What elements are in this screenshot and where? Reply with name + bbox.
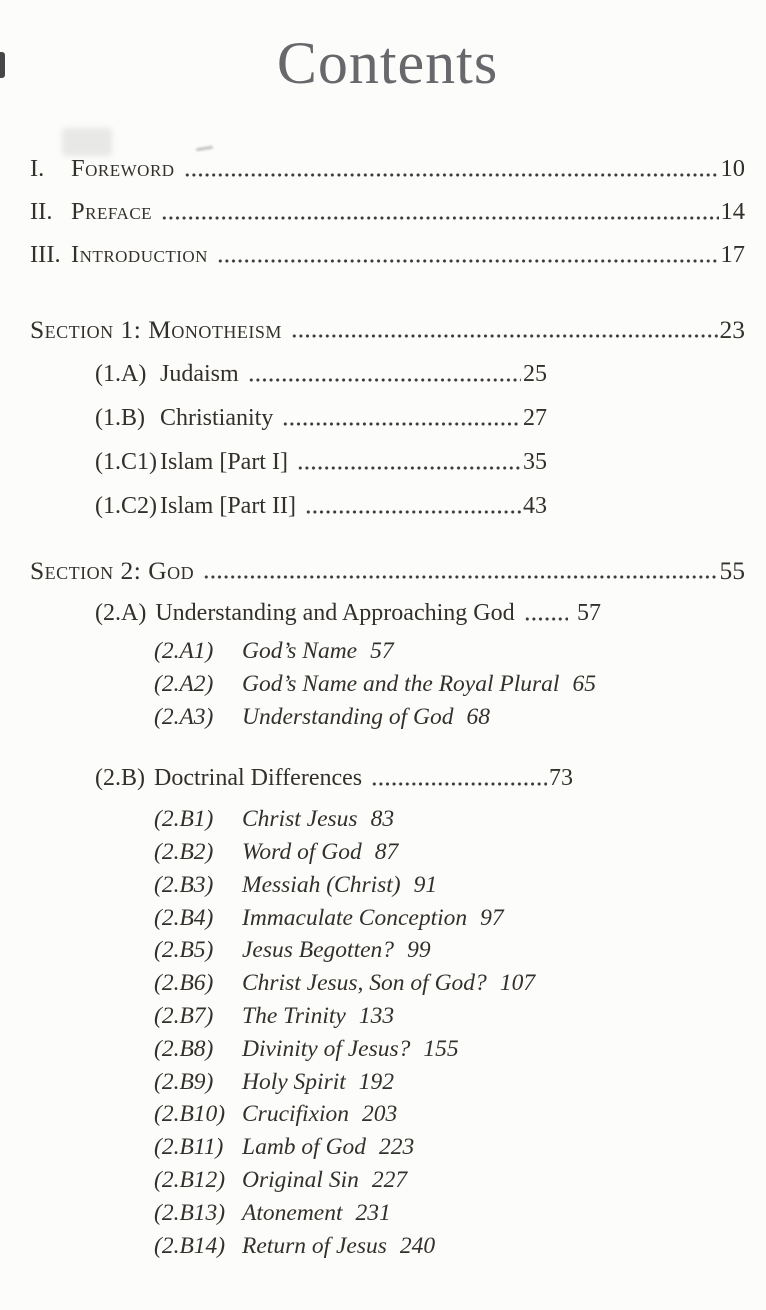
entry-marker: (2.B1) [154,806,214,833]
entry-marker: (2.B) [95,765,145,791]
dot-leader [371,782,547,786]
section-label: Section 2: God [30,555,195,585]
entry-label: Foreword [71,154,175,182]
entry-marker: (1.B) [95,405,145,431]
toc-row-messiah [154,865,745,898]
toc-row-islam-1 [95,430,547,474]
dot-leader [248,378,521,382]
roman-numeral: I. [30,154,45,182]
toc-row-understanding-of-god [154,696,745,729]
toc-row-introduction [30,224,745,267]
page-number: 35 [523,449,547,475]
toc-row-return-of-jesus [154,1225,745,1258]
entry-label: Christ Jesus, Son of God? [242,970,487,997]
dot-leader [184,173,719,177]
entry-label: Crucifixion [242,1101,350,1128]
dot-leader [524,617,568,621]
entry-label: God’s Name [242,637,358,664]
entry-marker: (2.B12) [154,1167,226,1194]
entry-marker: (2.B10) [154,1101,226,1128]
page-number: 83 [370,806,395,833]
toc-row-foreword [30,138,745,181]
entry-label: Holy Spirit [242,1068,346,1095]
page-number: 43 [523,493,547,519]
toc-row-son-of-god [154,963,745,996]
toc-row-preface [30,181,745,224]
page-number: 133 [358,1003,395,1030]
entry-label: Judaism [160,361,239,387]
entry-label: Atonement [242,1199,343,1226]
entry-label: God’s Name and the Royal Plural [242,670,560,697]
entry-marker: (1.C2) [95,493,157,519]
toc-row-immaculate-conception [154,897,745,930]
page-number: 99 [407,937,431,964]
entry-label: Original Sin [242,1167,359,1194]
page-number: 155 [423,1035,459,1062]
page-number: 97 [480,904,504,931]
toc-row-gods-name [154,630,745,663]
entry-marker: (2.B5) [154,937,214,964]
entry-marker: (1.A) [95,361,147,387]
subsection-2b-items [30,799,745,1258]
page-number: 65 [572,670,596,697]
entry-marker: (2.B11) [154,1134,224,1161]
page-number: 55 [719,555,745,585]
dot-leader [305,510,521,514]
toc-row-original-sin [154,1160,745,1193]
entry-marker: (2.A) [95,600,147,626]
dot-leader [282,422,521,426]
page-number: 68 [466,703,490,730]
entry-marker: (2.B13) [154,1199,226,1226]
toc-row-trinity [154,996,745,1029]
entry-label: Immaculate Conception [242,904,468,931]
dot-leader [217,259,719,263]
entry-label: Lamb of God [242,1134,367,1161]
subsection-2a-items [30,630,745,729]
toc-row-jesus-begotten [154,930,745,963]
page-number: 27 [523,405,547,431]
page-number: 25 [523,361,547,387]
roman-numeral: III. [30,240,61,268]
entry-label: Christianity [160,405,274,431]
dot-leader [161,216,718,220]
entry-label: Islam [Part II] [160,493,296,519]
toc-row-understanding-god [95,584,601,625]
page-number: 223 [379,1134,415,1161]
section-label: Section 1: Monotheism [30,314,282,344]
entry-label: Word of God [242,839,362,866]
page-number: 10 [720,154,745,182]
entry-marker: (2.B6) [154,970,214,997]
toc-row-crucifixion [154,1094,745,1127]
page-number: 203 [362,1101,398,1128]
page-number: 192 [358,1068,395,1095]
page-number: 240 [399,1232,436,1259]
entry-marker: (2.B14) [154,1232,226,1259]
entry-marker: (2.B4) [154,904,214,931]
entry-label: Doctrinal Differences [154,765,363,791]
entry-label: Messiah (Christ) [242,871,401,898]
section-1-header [30,297,745,342]
dot-leader [291,334,718,338]
page-number: 23 [719,314,745,344]
page-number: 14 [720,197,745,225]
entry-marker: (2.B9) [154,1068,214,1095]
front-matter-list [30,138,745,267]
page-number: 91 [413,871,438,898]
toc-row-holy-spirit [154,1061,745,1094]
section-1-items [30,342,745,518]
toc-row-divinity-of-jesus [154,1029,745,1062]
entry-label: The Trinity [242,1003,346,1030]
toc-row-royal-plural [154,663,745,696]
toc-row-doctrinal-differences [95,746,573,790]
page-number: 227 [371,1167,408,1194]
entry-marker: (2.A2) [154,670,214,697]
toc-row-atonement [154,1193,745,1226]
page-number: 73 [549,765,573,791]
entry-label: Understanding of God [242,703,454,730]
roman-numeral: II. [30,197,53,225]
page-number: 57 [370,637,394,664]
page-number: 107 [499,970,536,997]
contents-page [0,30,766,1258]
dot-leader [203,575,717,579]
entry-label: Introduction [71,240,208,268]
entry-label: Preface [71,197,153,225]
entry-label: Islam [Part I] [160,449,288,475]
section-2-header [30,538,745,583]
page-number: 17 [720,240,745,268]
entry-label: Divinity of Jesus? [242,1035,411,1062]
entry-label: Jesus Begotten? [242,937,395,964]
page-number: 57 [577,600,601,626]
toc-row-judaism [95,342,547,386]
toc-row-christianity [95,386,547,430]
entry-marker: (2.B2) [154,839,214,866]
entry-marker: (2.B3) [154,871,214,898]
entry-marker: (2.B7) [154,1003,214,1030]
page-title: Contents [276,30,499,96]
entry-marker: (2.A3) [154,703,214,730]
toc-row-islam-2 [95,474,547,518]
entry-label: Christ Jesus [242,806,358,833]
toc-row-christ-jesus [154,799,745,832]
entry-marker: (2.A1) [154,637,214,664]
entry-label: Understanding and Approaching God [155,600,515,626]
dot-leader [297,466,521,470]
page-number: 231 [355,1199,391,1226]
toc-row-word-of-god [154,832,745,865]
entry-marker: (2.B8) [154,1035,214,1062]
page-number: 87 [374,839,399,866]
entry-marker: (1.C1) [95,449,157,475]
entry-label: Return of Jesus [242,1232,387,1259]
toc-row-lamb-of-god [154,1127,745,1160]
